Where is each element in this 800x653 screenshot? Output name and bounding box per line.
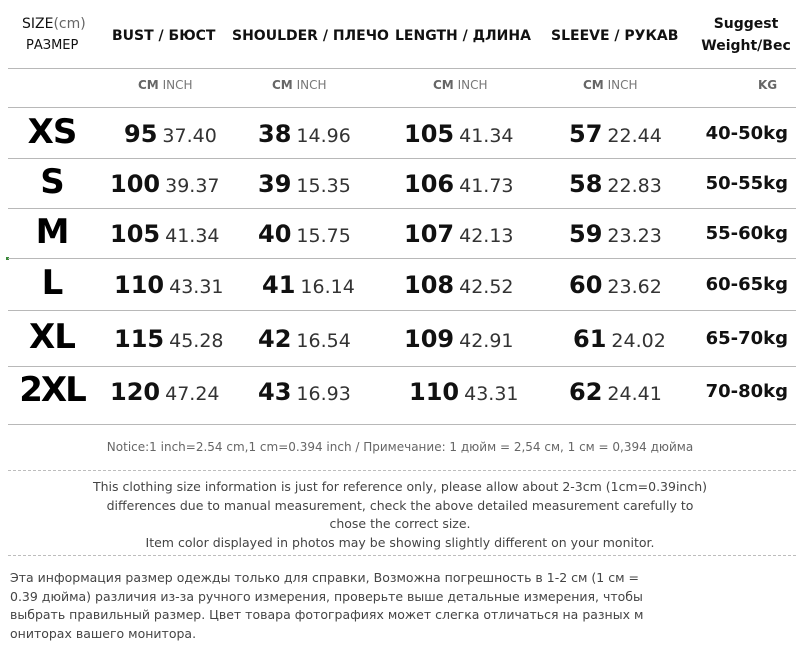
size-cell: 2XL xyxy=(19,370,85,410)
shoulder-cell xyxy=(258,325,351,353)
sleeve-cm: 61 xyxy=(573,325,607,353)
english-disclaimer-line: chose the correct size. xyxy=(329,516,471,531)
length-inch: 42.91 xyxy=(459,330,514,352)
length-cm: 105 xyxy=(404,120,455,148)
row-divider xyxy=(8,366,796,367)
bust-inch: 47.24 xyxy=(165,383,220,405)
bust-cm: 115 xyxy=(114,325,165,353)
length-cm: 110 xyxy=(409,378,460,406)
shoulder-inch: 16.54 xyxy=(296,330,351,352)
shoulder-cell xyxy=(258,120,351,148)
row-divider xyxy=(8,258,796,259)
shoulder-units xyxy=(272,78,327,92)
bust-cell xyxy=(124,120,217,148)
bust-cell xyxy=(114,271,224,299)
bust-unit-inch: INCH xyxy=(162,78,193,92)
bust-cm: 95 xyxy=(124,120,158,148)
units-row xyxy=(0,78,800,100)
size-cell: L xyxy=(41,263,63,303)
sleeve-header: SLEEVE / РУКАВ xyxy=(551,28,679,44)
length-cm: 106 xyxy=(404,170,455,198)
length-header: LENGTH / ДЛИНА xyxy=(395,28,531,44)
bust-cm: 105 xyxy=(110,220,161,248)
length-inch: 41.73 xyxy=(459,175,514,197)
bust-cell xyxy=(110,170,220,198)
english-disclaimer-line: differences due to manual measurement, check the above detailed measurement carefully to xyxy=(106,497,694,513)
sleeve-inch: 22.83 xyxy=(607,175,662,197)
length-cell xyxy=(409,378,519,406)
weight-unit-kg: KG xyxy=(758,78,778,92)
length-cell xyxy=(404,271,514,299)
weight-cell: 60-65kg xyxy=(705,274,788,295)
shoulder-cm: 40 xyxy=(258,220,292,248)
sleeve-cm: 57 xyxy=(569,120,603,148)
weight-cell: 65-70kg xyxy=(705,328,788,349)
notice-divider xyxy=(8,470,796,471)
size-cell: M xyxy=(35,212,69,252)
bust-cell xyxy=(110,220,220,248)
shoulder-cell xyxy=(258,170,351,198)
size-header xyxy=(22,16,86,32)
shoulder-cm: 39 xyxy=(258,170,292,198)
bust-cm: 100 xyxy=(110,170,161,198)
english-disclaimer xyxy=(0,478,800,552)
table-row xyxy=(0,210,800,260)
sleeve-cm: 62 xyxy=(569,378,603,406)
size-cell: S xyxy=(40,162,64,202)
length-unit-inch: INCH xyxy=(457,78,488,92)
shoulder-cm: 42 xyxy=(258,325,292,353)
table-bottom-divider xyxy=(8,424,796,425)
sleeve-inch: 24.02 xyxy=(611,330,666,352)
weight-cell: 50-55kg xyxy=(705,173,788,194)
bust-inch: 41.34 xyxy=(165,225,220,247)
size-cell: XS xyxy=(27,112,77,152)
weight-cell: 70-80kg xyxy=(705,381,788,402)
table-row xyxy=(0,110,800,160)
sleeve-cm: 59 xyxy=(569,220,603,248)
disclaimer-divider xyxy=(8,555,796,556)
header-divider xyxy=(8,68,796,69)
bust-units xyxy=(138,78,193,92)
shoulder-inch: 15.75 xyxy=(296,225,351,247)
length-cell xyxy=(404,220,514,248)
bust-inch: 45.28 xyxy=(169,330,224,352)
sleeve-inch: 22.44 xyxy=(607,125,662,147)
weight-unit xyxy=(758,78,777,92)
sleeve-inch: 23.62 xyxy=(607,276,662,298)
shoulder-cm: 41 xyxy=(262,271,296,299)
size-cell: XL xyxy=(29,317,75,357)
weight-cell: 40-50kg xyxy=(705,123,788,144)
sleeve-cell xyxy=(569,120,662,148)
bust-cell xyxy=(110,378,220,406)
sleeve-inch: 23.23 xyxy=(607,225,662,247)
conversion-notice: Notice:1 inch=2.54 cm,1 cm=0.394 inch / Примечание: 1 дюйм = 2,54 см, 1 см = 0,394 дюйма xyxy=(106,440,694,454)
table-header xyxy=(0,0,800,68)
length-inch: 42.52 xyxy=(459,276,514,298)
shoulder-inch: 15.35 xyxy=(296,175,351,197)
shoulder-cell xyxy=(258,220,351,248)
length-cell xyxy=(404,120,514,148)
sleeve-cell xyxy=(573,325,666,353)
sleeve-unit-cm: CM xyxy=(583,78,604,92)
bust-inch: 37.40 xyxy=(162,125,217,147)
size-header-ru: РАЗМЕР xyxy=(26,38,79,53)
length-cell xyxy=(404,325,514,353)
sleeve-inch: 24.41 xyxy=(607,383,662,405)
shoulder-unit-cm: CM xyxy=(272,78,293,92)
bust-unit-cm: CM xyxy=(138,78,159,92)
suggest-header-line1: Suggest xyxy=(713,16,779,32)
shoulder-cell xyxy=(262,271,355,299)
length-cm: 109 xyxy=(404,325,455,353)
sleeve-cm: 60 xyxy=(569,271,603,299)
length-inch: 42.13 xyxy=(459,225,514,247)
shoulder-unit-inch: INCH xyxy=(296,78,327,92)
row-divider xyxy=(8,158,796,159)
table-row xyxy=(0,315,800,365)
shoulder-inch: 16.93 xyxy=(296,383,351,405)
length-units xyxy=(433,78,488,92)
table-row xyxy=(0,160,800,210)
shoulder-cm: 38 xyxy=(258,120,292,148)
length-inch: 41.34 xyxy=(459,125,514,147)
russian-disclaimer-line: 0.39 дюйма) различия из-за ручного измерения, проверьте выше детальные измерения, чтобы xyxy=(10,588,643,604)
weight-cell: 55-60kg xyxy=(705,223,788,244)
sleeve-units xyxy=(583,78,638,92)
sleeve-cell xyxy=(569,378,662,406)
russian-disclaimer-line: ониторах вашего монитора. xyxy=(10,625,197,641)
shoulder-inch: 14.96 xyxy=(296,125,351,147)
size-header-unit: (cm) xyxy=(53,16,86,32)
size-header-label: SIZE xyxy=(22,16,54,32)
length-cell xyxy=(404,170,514,198)
bust-inch: 43.31 xyxy=(169,276,224,298)
units-divider xyxy=(8,107,796,108)
shoulder-cm: 43 xyxy=(258,378,292,406)
length-unit-cm: CM xyxy=(433,78,454,92)
table-row xyxy=(0,261,800,311)
russian-disclaimer xyxy=(10,569,795,643)
bust-cm: 110 xyxy=(114,271,165,299)
bust-inch: 39.37 xyxy=(165,175,220,197)
english-disclaimer-line: This clothing size information is just for reference only, please allow about 2-3cm (1cm=0.39inch) xyxy=(92,479,708,494)
length-cm: 107 xyxy=(404,220,455,248)
suggest-header-line2: Weight/Вес xyxy=(701,38,791,54)
row-divider xyxy=(8,310,796,311)
sleeve-cm: 58 xyxy=(569,170,603,198)
shoulder-inch: 16.14 xyxy=(300,276,355,298)
english-disclaimer-line: Item color displayed in photos may be showing slightly different on your monitor. xyxy=(145,534,655,550)
length-inch: 43.31 xyxy=(464,383,519,405)
bust-cm: 120 xyxy=(110,378,161,406)
sleeve-cell xyxy=(569,271,662,299)
table-row xyxy=(0,368,800,418)
shoulder-cell xyxy=(258,378,351,406)
bust-cell xyxy=(114,325,224,353)
row-divider xyxy=(8,208,796,209)
sleeve-cell xyxy=(569,220,662,248)
sleeve-cell xyxy=(569,170,662,198)
bust-header: BUST / БЮСТ xyxy=(112,28,216,44)
sleeve-unit-inch: INCH xyxy=(607,78,638,92)
shoulder-header: SHOULDER / ПЛЕЧО xyxy=(232,28,389,44)
russian-disclaimer-line: Эта информация размер одежды только для справки, Возможна погрешность в 1-2 см (1 см = xyxy=(10,570,639,585)
russian-disclaimer-line: выбрать правильный размер. Цвет товара фотографиях может слегка отличаться на разных м xyxy=(10,607,644,622)
length-cm: 108 xyxy=(404,271,455,299)
